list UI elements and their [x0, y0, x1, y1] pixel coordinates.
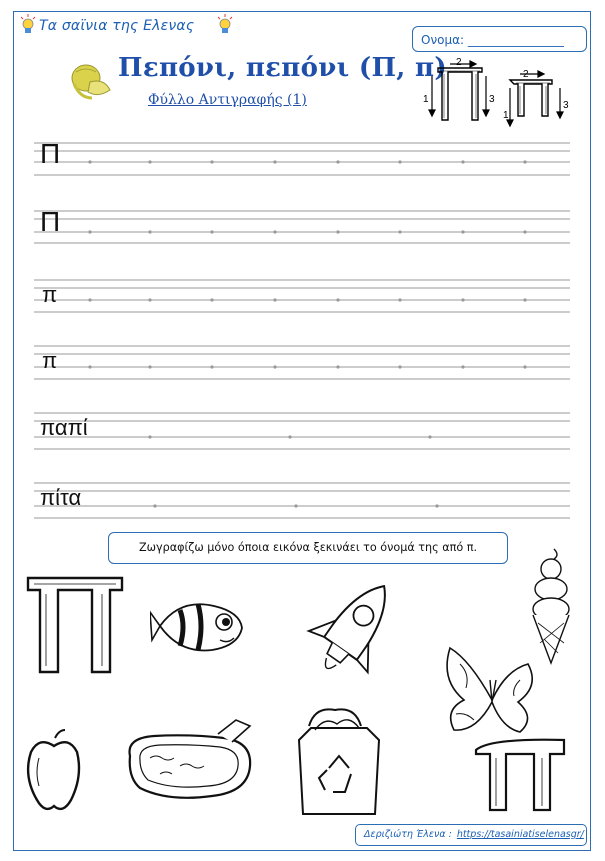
- website-link[interactable]: https://tasainiatiselenasgr/: [456, 829, 584, 840]
- stroke-number: 2: [523, 69, 529, 80]
- practice-row-model: Π: [40, 206, 61, 237]
- rocket-image: [292, 572, 410, 696]
- instruction-box: Ζωγραφίζω μόνο όποια εικόνα ξεκινάει το όνομά της από π.: [108, 532, 508, 564]
- practice-row-model: Π: [40, 138, 61, 169]
- practice-row-model: π: [42, 348, 58, 373]
- clownfish-image: [150, 590, 250, 662]
- practice-row-model: πίτα: [40, 485, 82, 510]
- practice-row-model: π: [42, 282, 58, 307]
- practice-row-model: παπί: [40, 415, 88, 440]
- brand-name: Τα σαϊνια της Ελενας: [39, 18, 195, 34]
- name-field[interactable]: Ονομα: ________________: [412, 26, 587, 52]
- big-P-letter-image: [22, 572, 132, 680]
- page-subtitle: Φύλλο Αντιγραφής (1): [148, 92, 307, 108]
- stroke-number: 1: [423, 94, 429, 105]
- stroke-number: 3: [563, 100, 569, 111]
- recycle-shopping-bag-image: [285, 700, 393, 820]
- footer-credit: [355, 824, 587, 846]
- apple-image: [25, 728, 83, 816]
- stroke-number: 2: [456, 57, 462, 68]
- swimming-pool-image: [120, 716, 265, 808]
- butterfly-image: [440, 640, 542, 740]
- big-pi-letter-image: [470, 730, 570, 818]
- author-name: Δεριζιώτη Έλενα :: [364, 829, 452, 840]
- stroke-number: 3: [489, 94, 495, 105]
- stroke-number: 1: [503, 110, 509, 121]
- page-title: Πεπόνι, πεπόνι (Π, π): [118, 53, 447, 83]
